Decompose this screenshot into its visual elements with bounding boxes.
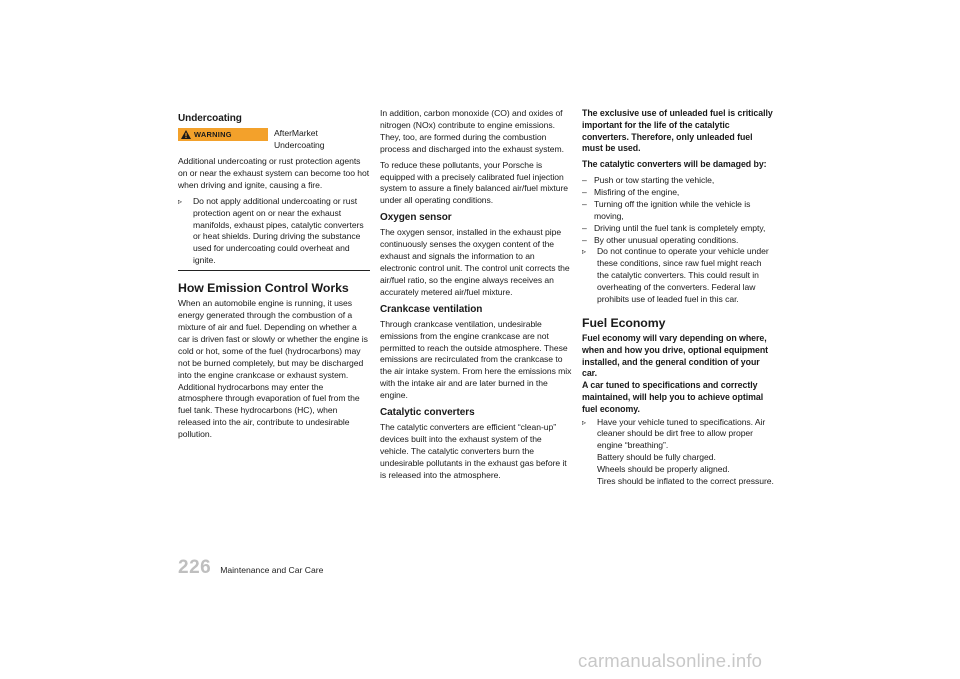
tuning-line: Battery should be fully charged. xyxy=(597,452,716,463)
column-1 xyxy=(178,108,370,445)
page-footer xyxy=(178,557,323,579)
warning-title-line-1: AfterMarket xyxy=(274,128,318,138)
page-number: 226 xyxy=(178,557,212,578)
warning-title xyxy=(274,128,325,151)
undercoating-instruction xyxy=(178,196,370,267)
list-item: – Turning off the ignition while the vehicle is moving, xyxy=(582,198,751,221)
triangle-bullet-icon: ▹ xyxy=(582,417,586,427)
unleaded-fuel-notice: The exclusive use of unleaded fuel is critically important for the life of the catalytic converters. Therefore, only unleaded fuel must be used. xyxy=(582,108,773,154)
heading-oxygen-sensor: Oxygen sensor xyxy=(380,212,452,224)
leaded-fuel-instruction xyxy=(582,246,774,306)
tuning-line: Wheels should be properly aligned. xyxy=(597,464,730,475)
heading-crankcase-ventilation: Crankcase ventilation xyxy=(380,303,483,315)
undercoating-instruction-text: Do not apply additional undercoating or rust protection agent on or near the exhaust manifolds, exhaust pipes, catalytic converters or heat shields. During driving the substance used for undercoating could overheat and ignite. xyxy=(193,195,364,266)
heading-undercoating: Undercoating xyxy=(178,113,242,124)
emissions-paragraph-2: To reduce these pollutants, your Porsche is equipped with a precisely calibrated fuel injection system to assure a finely balanced air/fuel mixture under all operating conditions. xyxy=(380,159,569,206)
fuel-economy-notice: Fuel economy will vary depending on where, when and how you drive, optional equipment installed, and the general condition of your car. xyxy=(582,332,769,379)
watermark: carmanualsonline.info xyxy=(578,650,763,671)
list-item: – Misfiring of the engine, xyxy=(582,186,680,197)
heading-emission-control: How Emission Control Works xyxy=(178,281,349,296)
warning-box xyxy=(178,128,370,151)
list-item: – Driving until the fuel tank is completely empty, xyxy=(582,222,766,233)
damage-list xyxy=(582,175,774,246)
list-item: – By other unusual operating conditions. xyxy=(582,234,739,245)
oxygen-sensor-paragraph: The oxygen sensor, installed in the exhaust pipe continuously senses the oxygen content of the exhaust and signals the information to an electronic control unit. The control unit corrects the air/fuel ratio, so the engine always receives an accurately metered air/fuel mixture. xyxy=(380,227,570,297)
undercoating-paragraph: Additional undercoating or rust protection agents on or near the exhaust system can become too hot when driving and ignite, causing a fire. xyxy=(178,156,370,190)
section-title: Maintenance and Car Care xyxy=(220,565,324,575)
column-2 xyxy=(380,108,572,486)
warning-triangle-icon xyxy=(178,130,194,139)
heading-catalytic-converters: Catalytic converters xyxy=(380,407,475,419)
tuning-line: Tires should be inflated to the correct pressure. xyxy=(597,476,774,487)
warning-badge xyxy=(178,128,268,141)
emission-paragraph: When an automobile engine is running, it uses energy generated through the combustion of a mixture of air and fuel. Depending on whether a car is driven fast or slowly or whether the engine is cold or hot, some of the fuel (hydrocarbons) may not be burned completely, but may be discharged into the engine crankcase or exhaust system. Additional hydrocarbons may enter the atmosphere through evaporation of fuel from the fuel tank. These hydrocarbons (HC), when released into the air, contribute to undesirable pollution. xyxy=(178,298,368,440)
tuning-instruction xyxy=(582,417,774,488)
warning-label: WARNING xyxy=(194,129,232,139)
damage-notice: The catalytic converters will be damaged by: xyxy=(582,159,767,170)
leaded-fuel-instruction-text: Do not continue to operate your vehicle under these conditions, since raw fuel might reach the catalytic converters. This could result in overheating of the converters. Federal law prohibits use of leaded fuel in this car. xyxy=(597,246,769,305)
catalytic-paragraph: The catalytic converters are efficient “clean-up” devices built into the exhaust system of the vehicle. The catalytic converters burn the undesirable pollutants in the exhaust gas before it is released into the atmosphere. xyxy=(380,422,567,480)
column-3 xyxy=(582,108,774,491)
tuning-notice: A car tuned to specifications and correctly maintained, will help you to achieve optimal fuel economy. xyxy=(582,380,764,414)
section-divider xyxy=(178,270,370,271)
tuning-line: Have your vehicle tuned to specifications. Air cleaner should be dirt free to allow proper engine “breathing”. xyxy=(597,416,766,451)
tuning-instruction-text xyxy=(597,417,774,488)
triangle-bullet-icon: ▹ xyxy=(178,196,182,206)
crankcase-paragraph: Through crankcase ventilation, undesirable emissions from the engine crankcase are not permitted to reach the outside atmosphere. These emissions are recirculated from the crankcase to the air intake system. From here the emissions mix with the intake air and are later burned in the engine. xyxy=(380,318,572,401)
triangle-bullet-icon: ▹ xyxy=(582,247,586,257)
warning-title-line-2: Undercoating xyxy=(274,139,325,150)
emissions-paragraph-1: In addition, carbon monoxide (CO) and oxides of nitrogen (NOx) contribute to engine emissions. They, too, are formed during the combustion process and discharged into the exhaust system. xyxy=(380,108,564,154)
list-item: – Push or tow starting the vehicle, xyxy=(582,174,715,185)
heading-fuel-economy: Fuel Economy xyxy=(582,315,666,330)
